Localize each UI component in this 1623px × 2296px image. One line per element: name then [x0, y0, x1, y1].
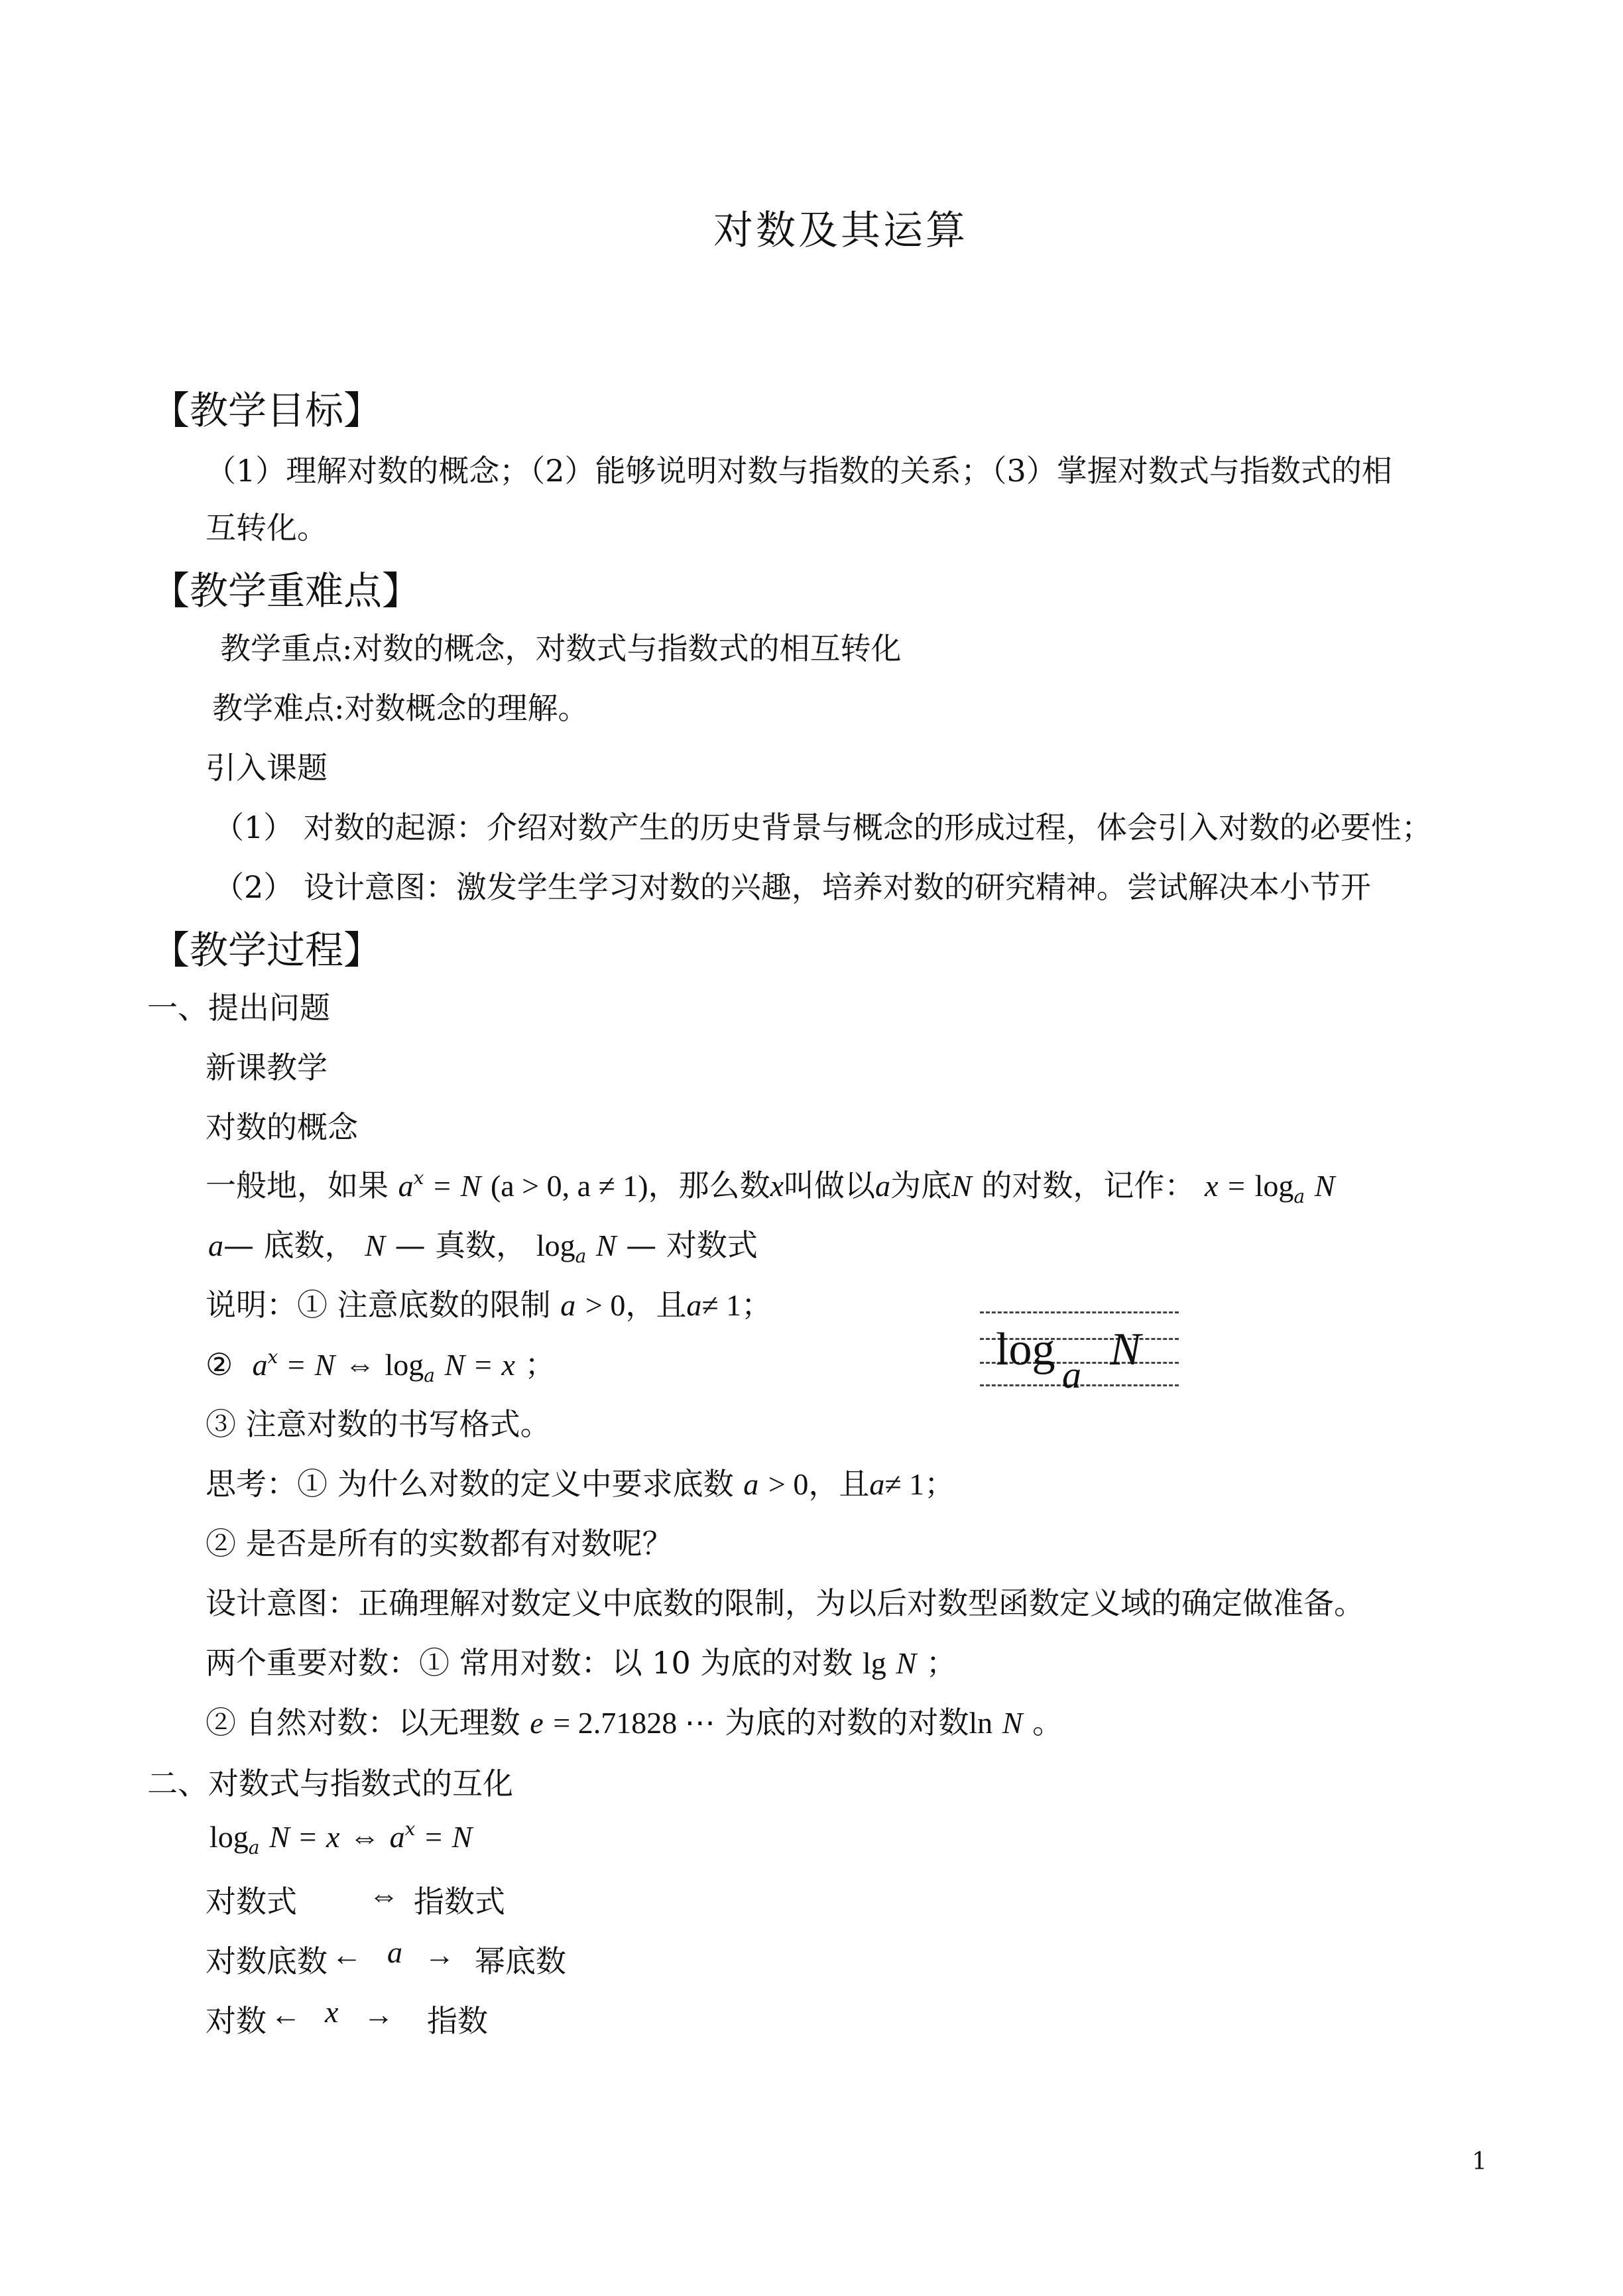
math-N: N [269, 1820, 290, 1854]
page-title: 对数及其运算 [713, 208, 968, 254]
row-iff: ⇔ [369, 1878, 399, 1912]
math-a: a [389, 1820, 405, 1854]
row-log: 对数 [206, 2003, 267, 2039]
process-heading: 【教学过程】 [151, 928, 383, 973]
math-neq1: ≠ 1 [884, 1467, 925, 1501]
math-N: N [444, 1348, 465, 1382]
objectives-line2: 互转化。 [206, 510, 328, 546]
math-condition: (a > 0, a ≠ 1) [490, 1169, 648, 1203]
part1-heading: 一、提出问题 [147, 990, 330, 1026]
math-eq: = [474, 1348, 492, 1382]
page-number: 1 [1472, 2148, 1487, 2175]
math-ln: ln [969, 1706, 993, 1740]
def-mid2: 叫做以 [784, 1168, 876, 1203]
math-x: x [770, 1169, 784, 1203]
keypoint-text: 教学重点:对数的概念，对数式与指数式的相互转化 [220, 631, 902, 666]
math-a-sub: a [424, 1364, 435, 1386]
part2-heading: 二、对数式与指数式的互化 [147, 1766, 513, 1801]
think-and: ，且 [808, 1466, 870, 1502]
math-lg: lg [863, 1646, 886, 1680]
think-line-2: ② 是否是所有的实数都有对数呢？ [206, 1526, 673, 1561]
math-a-sub: a [1293, 1185, 1305, 1207]
row-larr: ← [270, 1998, 301, 2031]
math-neq1: ≠ 1 [701, 1288, 742, 1322]
intro-item-1: （1） 对数的起源：介绍对数产生的历史背景与概念的形成过程，体会引入对数的必要性； [213, 810, 1432, 845]
math-eq: = [434, 1169, 451, 1203]
math-eq: = [425, 1820, 443, 1854]
difficulty-text: 教学难点:对数概念的理解。 [212, 690, 589, 726]
math-a: a [875, 1169, 891, 1203]
math-eq: = [299, 1820, 317, 1854]
math-e: e [530, 1706, 544, 1740]
math-a: a [560, 1288, 576, 1322]
note-line-1 [206, 1281, 772, 1325]
def-prefix: 一般地，如果 [206, 1168, 389, 1203]
math-a: a [869, 1467, 885, 1501]
math-iff: ⇔ [349, 1820, 381, 1854]
math-a-sub: a [248, 1837, 260, 1858]
def-mid1: ，那么数 [648, 1168, 770, 1203]
math-a: a [252, 1348, 268, 1382]
math-N: N [365, 1229, 385, 1262]
box-log-text: log [996, 1324, 1055, 1375]
note-line-2 [206, 1341, 555, 1386]
note-prefix: 说明：① 注意底数的限制 [206, 1287, 551, 1323]
concept-text: 对数的概念 [206, 1109, 358, 1145]
natural-end: 。 [1032, 1705, 1063, 1740]
two-logs-prefix: 两个重要对数：① 常用对数：以 10 为底的对数 [206, 1645, 853, 1681]
objectives-heading: 【教学目标】 [151, 388, 383, 433]
natural-prefix: ② 自然对数：以无理数 [206, 1705, 520, 1740]
math-x-sup: x [404, 1818, 416, 1840]
row-exp: 指数 [427, 2003, 488, 2039]
math-N: N [951, 1169, 972, 1203]
definition-line [206, 1162, 1335, 1207]
def-mid3: 为底 [890, 1168, 952, 1203]
math-gt0: > 0 [768, 1467, 809, 1501]
math-N: N [1002, 1706, 1023, 1740]
math-N: N [451, 1820, 473, 1854]
math-a: a [743, 1467, 759, 1501]
math-a-sub: a [575, 1245, 587, 1267]
math-log: log [1254, 1169, 1294, 1203]
true-label: — 真数， [394, 1227, 527, 1263]
objectives-line1: （1）理解对数的概念；（2）能够说明对数与指数的关系；（3）掌握对数式与指数式的相 [206, 453, 1392, 489]
common-log-line [206, 1639, 957, 1683]
row-expform: 指数式 [414, 1884, 505, 1919]
math-eq: = [287, 1348, 305, 1382]
natural-log-line [206, 1699, 1063, 1742]
math-N: N [896, 1646, 917, 1680]
math-eq: = [1228, 1169, 1245, 1203]
box-a: a [1062, 1353, 1081, 1396]
intro-text: 引入课题 [206, 750, 328, 786]
math-gt0: > 0 [585, 1288, 626, 1322]
row-x: x [325, 1995, 339, 2029]
math-a: a [208, 1229, 223, 1262]
row-powbase: 幂底数 [475, 1943, 566, 1979]
math-x: x [1204, 1169, 1219, 1203]
math-log: log [210, 1820, 249, 1854]
row-rarr: → [424, 1938, 455, 1972]
math-log: log [385, 1348, 424, 1382]
box-N: N [1110, 1324, 1141, 1375]
math-log: log [536, 1229, 575, 1262]
think-line-1 [206, 1460, 955, 1504]
base-label: — 底数， [223, 1227, 355, 1263]
math-N: N [595, 1229, 617, 1262]
math-x: x [501, 1348, 515, 1382]
math-a: a [398, 1169, 414, 1203]
note-end: ； [741, 1287, 772, 1323]
new-lesson-text: 新课教学 [206, 1050, 328, 1085]
note-line-3: ③ 注意对数的书写格式。 [206, 1406, 551, 1442]
row-larr: ← [331, 1938, 362, 1972]
math-x-sup: x [267, 1346, 278, 1368]
row-a: a [387, 1935, 402, 1969]
math-x: x [326, 1820, 340, 1854]
def-mid4: 的对数，记作： [981, 1168, 1195, 1203]
row-rarr: → [363, 1998, 394, 2031]
row-logbase: 对数底数 [206, 1943, 328, 1979]
semicolon: ； [926, 1645, 957, 1681]
natural-mid: 为底的对数的对数 [725, 1705, 969, 1740]
math-a: a [686, 1288, 702, 1322]
guide-line-1 [980, 1311, 1179, 1313]
semicolon: ； [524, 1347, 556, 1382]
math-N: N [460, 1169, 481, 1203]
row-logform: 对数式 [206, 1884, 297, 1919]
math-N: N [1314, 1169, 1335, 1203]
semicolon: ； [924, 1466, 955, 1502]
log-writing-format-box [980, 1305, 1179, 1396]
math-x-sup: x [413, 1167, 424, 1189]
intro-item-2: （2） 设计意图：激发学生学习对数的兴趣，培养对数的研究精神。尝试解决本小节开 [213, 869, 1371, 905]
math-N: N [314, 1348, 335, 1382]
think-prefix: 思考：① 为什么对数的定义中要求底数 [206, 1466, 734, 1502]
note-and: ，且 [625, 1287, 687, 1323]
terms-line [208, 1221, 758, 1267]
conversion-formula [210, 1818, 472, 1858]
design-intent: 设计意图：正确理解对数定义中底数的限制，为以后对数型函数定义域的确定做准备。 [206, 1585, 1364, 1621]
math-e-value: = 2.71828 ⋯ [553, 1706, 715, 1740]
note2-prefix: ② [206, 1347, 233, 1382]
logform-label: — 对数式 [626, 1227, 758, 1263]
math-iff: ⇔ [344, 1348, 375, 1382]
keypoints-heading: 【教学重难点】 [151, 568, 421, 613]
